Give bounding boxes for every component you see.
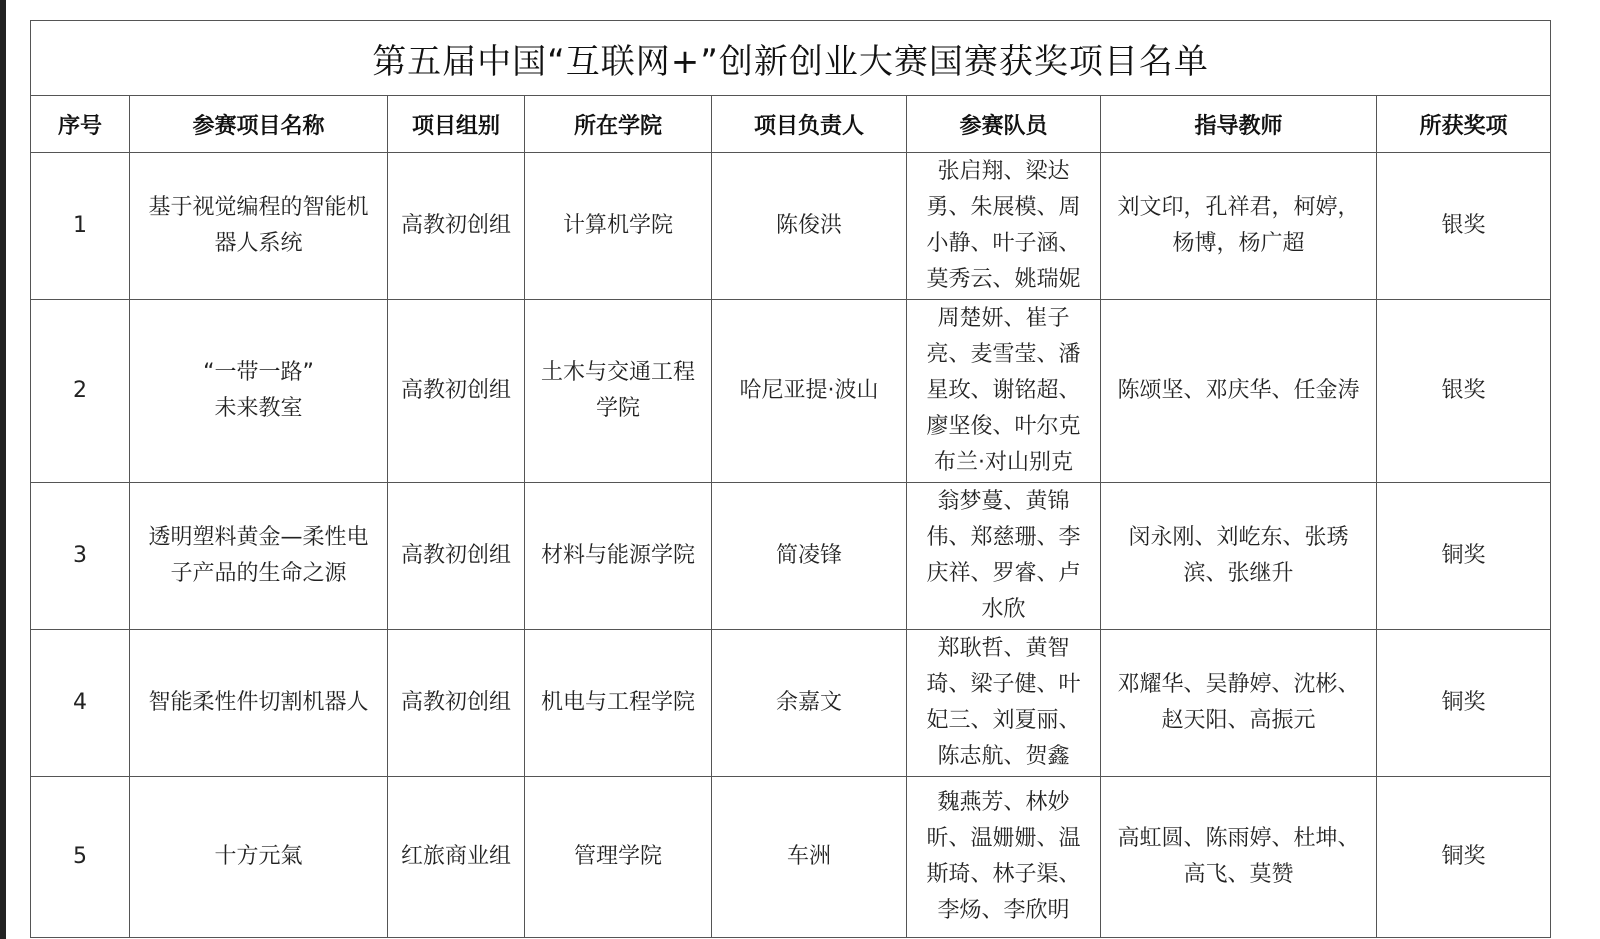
header-project: 参赛项目名称 <box>130 96 388 153</box>
header-no: 序号 <box>31 96 130 153</box>
cell-award: 银奖 <box>1377 300 1551 483</box>
advisors-list: 陈颂坚、邓庆华、任金涛 <box>1117 378 1360 403</box>
cell-project <box>130 153 388 300</box>
project-name: 智能柔性件切割机器人 <box>148 690 369 715</box>
left-edge-border <box>0 0 6 939</box>
cell-project <box>130 483 388 630</box>
table-row <box>31 777 1551 938</box>
cell-award: 铜奖 <box>1377 483 1551 630</box>
cell-leader: 余嘉文 <box>712 630 907 777</box>
cell-members <box>907 483 1101 630</box>
header-college: 所在学院 <box>525 96 712 153</box>
cell-college: 机电与工程学院 <box>525 630 712 777</box>
cell-project <box>130 630 388 777</box>
project-name: “一带一路” 未来教室 <box>203 360 314 421</box>
cell-college: 管理学院 <box>525 777 712 938</box>
cell-project <box>130 777 388 938</box>
cell-no: 5 <box>31 777 130 938</box>
award-table-container <box>30 20 1550 938</box>
advisors-list: 邓耀华、吴静婷、沈彬、 赵天阳、高振元 <box>1117 672 1360 733</box>
cell-no: 1 <box>31 153 130 300</box>
cell-leader: 车洲 <box>712 777 907 938</box>
cell-college <box>525 300 712 483</box>
cell-no: 2 <box>31 300 130 483</box>
cell-project <box>130 300 388 483</box>
award-table <box>30 20 1551 938</box>
cell-no: 4 <box>31 630 130 777</box>
header-advisors: 指导教师 <box>1101 96 1377 153</box>
header-group: 项目组别 <box>388 96 525 153</box>
advisors-list: 刘文印，孔祥君，柯婷， 杨博，杨广超 <box>1117 195 1360 256</box>
cell-leader: 简凌锋 <box>712 483 907 630</box>
cell-group: 红旅商业组 <box>388 777 525 938</box>
cell-members <box>907 300 1101 483</box>
cell-group: 高教初创组 <box>388 483 525 630</box>
cell-award: 铜奖 <box>1377 777 1551 938</box>
cell-group: 高教初创组 <box>388 153 525 300</box>
cell-members <box>907 630 1101 777</box>
advisors-list: 闵永刚、刘屹东、张琇 滨、张继升 <box>1128 525 1349 586</box>
cell-members <box>907 777 1101 938</box>
project-name: 透明塑料黄金—柔性电 子产品的生命之源 <box>148 525 369 586</box>
table-row <box>31 483 1551 630</box>
header-award: 所获奖项 <box>1377 96 1551 153</box>
cell-advisors <box>1101 777 1377 938</box>
table-row <box>31 630 1551 777</box>
table-row <box>31 300 1551 483</box>
cell-no: 3 <box>31 483 130 630</box>
cell-group: 高教初创组 <box>388 630 525 777</box>
cell-advisors <box>1101 630 1377 777</box>
college-name: 土木与交通工程 学院 <box>540 360 695 421</box>
cell-group: 高教初创组 <box>388 300 525 483</box>
cell-advisors <box>1101 483 1377 630</box>
cell-advisors <box>1101 153 1377 300</box>
cell-leader: 哈尼亚提·波山 <box>712 300 907 483</box>
cell-college: 材料与能源学院 <box>525 483 712 630</box>
cell-award: 银奖 <box>1377 153 1551 300</box>
members-list: 魏燕芳、林妙 昕、温姗姗、温 斯琦、林子渠、 李炀、李欣明 <box>926 790 1081 923</box>
cell-award: 铜奖 <box>1377 630 1551 777</box>
project-name: 十方元氣 <box>214 844 303 869</box>
project-name: 基于视觉编程的智能机 器人系统 <box>148 195 369 256</box>
cell-college: 计算机学院 <box>525 153 712 300</box>
table-title: 第五届中国“互联网+”创新创业大赛国赛获奖项目名单 <box>31 21 1551 96</box>
members-list: 张启翔、梁达 勇、朱展模、周 小静、叶子涵、 莫秀云、姚瑞妮 <box>926 159 1081 292</box>
members-list: 周楚妍、崔子 亮、麦雪莹、潘 星玫、谢铭超、 廖坚俊、叶尔克 布兰·对山别克 <box>926 306 1081 475</box>
advisors-list: 高虹圆、陈雨婷、杜坤、 高飞、莫赞 <box>1117 826 1360 887</box>
members-list: 郑耿哲、黄智 琦、梁子健、叶 妃三、刘夏丽、 陈志航、贺鑫 <box>926 636 1081 769</box>
header-row <box>31 96 1551 153</box>
members-list: 翁梦蔓、黄锦 伟、郑慈珊、李 庆祥、罗睿、卢 水欣 <box>926 489 1081 622</box>
header-leader: 项目负责人 <box>712 96 907 153</box>
cell-leader: 陈俊洪 <box>712 153 907 300</box>
table-row <box>31 153 1551 300</box>
cell-advisors <box>1101 300 1377 483</box>
cell-members <box>907 153 1101 300</box>
header-members: 参赛队员 <box>907 96 1101 153</box>
